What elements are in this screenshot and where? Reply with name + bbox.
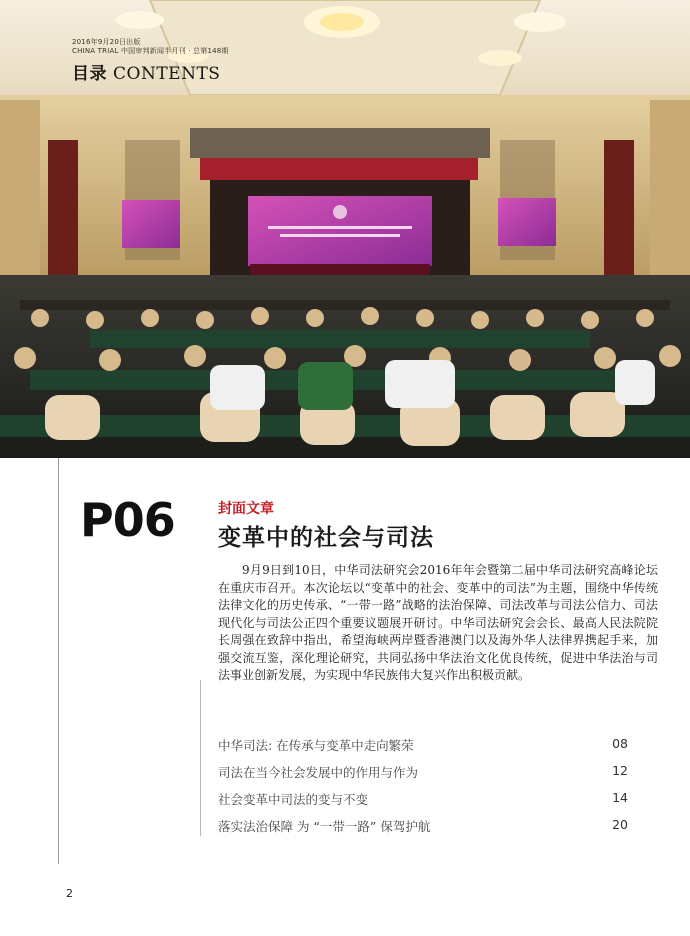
toc-item-page: 14 bbox=[612, 790, 628, 805]
left-divider bbox=[58, 458, 59, 864]
issue-publication: CHINA TRIAL 中国审判新闻半月刊 · 总第148期 bbox=[72, 47, 229, 55]
toc-item-page: 20 bbox=[612, 817, 628, 832]
toc-item[interactable] bbox=[218, 763, 632, 790]
toc-list bbox=[218, 736, 632, 844]
toc-item-page: 12 bbox=[612, 763, 628, 778]
toc-item[interactable] bbox=[218, 817, 632, 844]
page-number: 2 bbox=[66, 887, 73, 900]
toc-divider bbox=[200, 680, 201, 836]
toc-item[interactable] bbox=[218, 790, 632, 817]
issue-date: 2016年9月20日出版 bbox=[72, 38, 141, 46]
issue-info bbox=[72, 38, 229, 56]
toc-item[interactable] bbox=[218, 736, 632, 763]
feature-title[interactable]: 变革中的社会与司法 bbox=[218, 525, 434, 551]
toc-item-title: 落实法治保障 为 “一带一路” 保驾护航 bbox=[218, 819, 431, 834]
feature-page-code[interactable]: P06 bbox=[80, 493, 175, 547]
contents-heading-en: CONTENTS bbox=[113, 64, 221, 84]
feature-summary: 9月9日到10日，中华司法研究会2016年年会暨第二届中华司法研究高峰论坛在重庆市召开。本次论坛以“变革中的社会、变革中的司法”为主题，围绕中华传统法律文化的历史传承、“一带一路”战略的法治保障、司法改革与司法公信力、司法现代化与司法公正四个重要议题展开研讨。中华司法研究会会长、最高人民法院院长周强在致辞中指出，希望海峡两岸暨香港澳门以及海外华人法律界携起手来，加强交流互鉴，深化理论研究，共同弘扬中华法治文化优良传统，促进中华法治与司法事业创新发展，为实现中华民族伟大复兴作出积极贡献。 bbox=[218, 563, 658, 682]
toc-item-title: 中华司法: 在传承与变革中走向繁荣 bbox=[218, 738, 414, 753]
toc-item-title: 司法在当今社会发展中的作用与作为 bbox=[218, 765, 419, 780]
contents-heading-cn: 目录 bbox=[72, 64, 107, 84]
contents-heading bbox=[72, 59, 220, 84]
section-tag: 封面文章 bbox=[218, 501, 274, 517]
toc-item-title: 社会变革中司法的变与不变 bbox=[218, 792, 369, 807]
toc-item-page: 08 bbox=[612, 736, 628, 751]
